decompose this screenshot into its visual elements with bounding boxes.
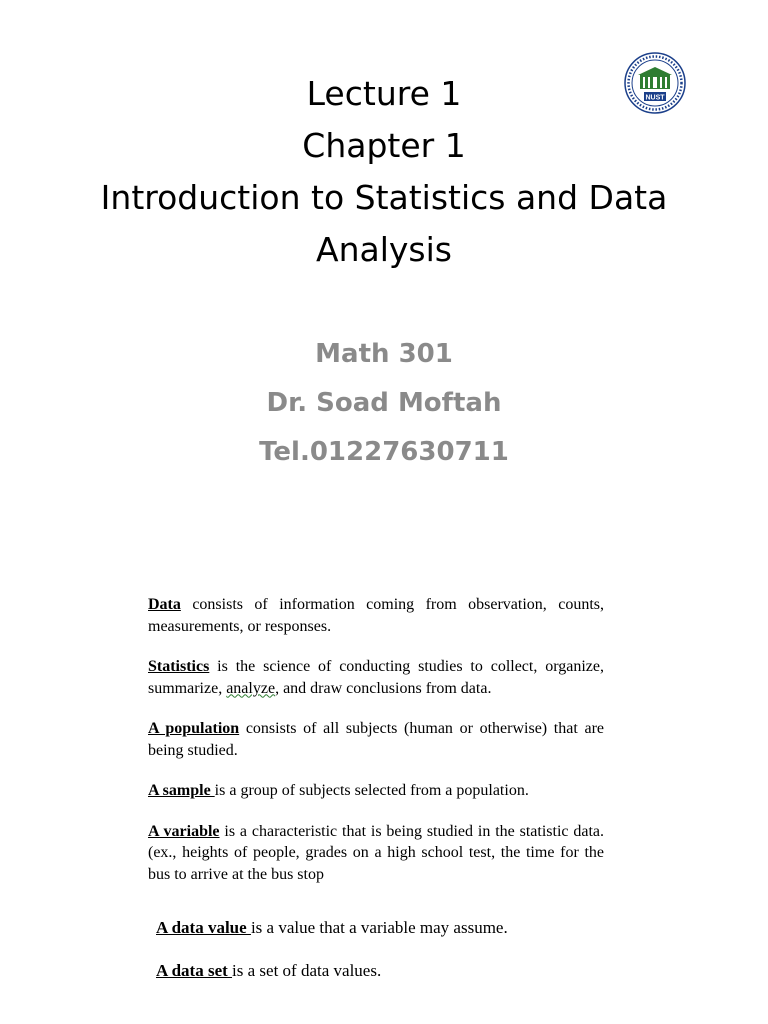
lecture-title <box>0 68 768 276</box>
instructor-phone: Tel.01227630711 <box>259 437 509 467</box>
definition-population <box>148 718 604 761</box>
definitions-block-2 <box>156 917 626 1003</box>
svg-text:NUST: NUST <box>645 94 665 102</box>
definition-text: , and draw conclusions from data. <box>275 679 492 697</box>
definition-variable <box>148 821 604 886</box>
definition-data <box>148 594 604 637</box>
definition-term: A variable <box>148 822 220 840</box>
definition-sample <box>148 780 604 802</box>
definition-text: is a set of data values. <box>232 961 382 980</box>
definition-term: A sample <box>148 782 215 799</box>
definition-term: A data set <box>156 961 233 980</box>
spellcheck-flagged-word: analyze <box>226 679 276 697</box>
title-line-4: Analysis <box>316 230 452 269</box>
definition-text: consists of information coming from observation, counts, measurements, or responses. <box>148 596 604 635</box>
definition-term: A population <box>148 720 240 737</box>
definition-text: consists of all subjects (human or otherwise) that are being studied. <box>148 720 604 759</box>
definition-text: is the science of conducting studies to collect, organize, summarize, <box>148 658 604 697</box>
course-code: Math 301 <box>315 339 453 369</box>
definition-term: A data value <box>156 918 251 937</box>
definition-text: is a characteristic that is being studied in the statistic data. (ex., heights of people, grades on a high school test, the time for the bus to arrive at the bus stop <box>148 822 604 883</box>
definition-term: Statistics <box>148 658 210 675</box>
definition-term: Data <box>148 596 181 613</box>
course-info <box>0 330 768 477</box>
definition-data-set <box>156 960 626 982</box>
title-line-3: Introduction to Statistics and Data <box>100 178 668 217</box>
definition-variable-clipped <box>148 821 604 883</box>
definition-data-value <box>156 917 626 939</box>
definition-statistics <box>148 656 604 699</box>
definitions-block <box>148 594 604 883</box>
title-line-1: Lecture 1 <box>306 74 462 113</box>
definition-text: is a value that a variable may assume. <box>250 918 508 937</box>
instructor-name: Dr. Soad Moftah <box>266 388 502 418</box>
definition-text: is a group of subjects selected from a population. <box>214 782 529 799</box>
title-line-2: Chapter 1 <box>302 126 466 165</box>
